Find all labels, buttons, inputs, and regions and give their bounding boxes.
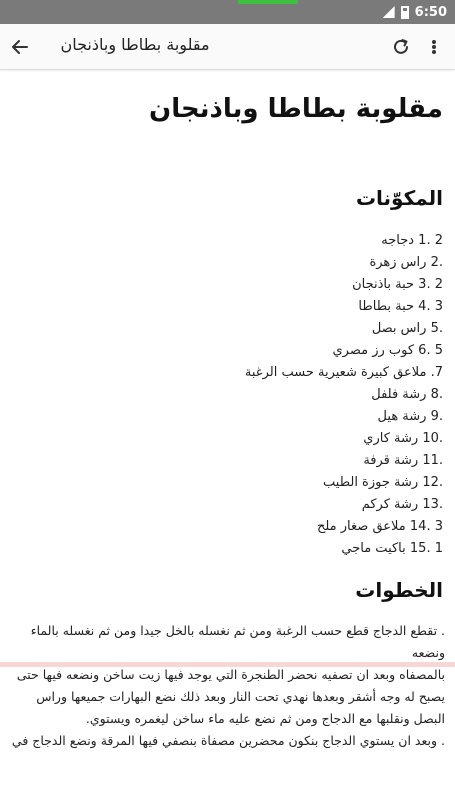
steps-heading: الخطوات [355,578,443,602]
page-title: مقلوبة بطاطا وباذنجان [149,94,443,124]
step-line: يصبح له وجه أشقر وبعدها نهدي تحت النار وبعد ذلك نضع البهارات جميعها وراس [36,689,445,704]
back-button[interactable] [10,37,30,57]
list-item: 2 .1 دجاجه [381,233,443,248]
list-item: 3 .4 حبة بطاطا [358,299,443,314]
app-bar-title: مقلوبة بطاطا وباذنجان [60,35,210,54]
list-item: .2 راس زهرة [369,255,443,270]
list-item: .5 راس بصل [371,321,443,336]
list-item: 1 .15 باكيت ماجي [341,541,443,556]
highlight-line [0,662,455,667]
status-time: 6:50 [414,4,447,20]
ingredients-heading: المكوّنات [355,186,443,210]
reload-button[interactable] [391,37,411,57]
steps-text [5,620,445,752]
list-item: .9 رشة هيل [377,409,443,424]
step-line: بالمصفاه وبعد ان تصفيه نحضر الطنجرة التي يوجد فيها زيت ساخن ونضعه فيها حتى [16,667,445,682]
list-item: .8 رشة فلفل [371,387,443,402]
signal-icon [383,6,395,18]
step-line: . وبعد ان يستوي الدجاج بنكون محضرين مصفاة بنصفي فيها المرقة ونضع الدجاج في [11,733,445,748]
list-item: 3 .14 ملاعق صغار ملح [316,519,443,534]
status-bar [0,0,455,24]
ingredients-list [143,230,443,560]
list-item: 2 .3 حبة باذنجان [352,277,443,292]
more-options-button[interactable] [424,37,444,57]
reload-icon [391,37,411,57]
list-item: .11 رشة قرفة [363,453,443,468]
arrow-left-icon [10,37,30,57]
more-vert-icon [432,40,436,44]
step-line: البصل ونقلبها مع الدجاج ومن ثم نضع عليه ماء ساخن ليغمره ويستوي. [85,711,445,726]
article-content [0,70,455,800]
app-bar [0,24,455,70]
list-item: 7. ملاعق كبيرة شعيرية حسب الرغبة [244,365,443,380]
battery-icon [401,6,409,19]
list-item: .12 رشة جوزة الطيب [323,475,443,490]
step-line: . تقطع الدجاج قطع حسب الرغبة ومن ثم نغسله بالخل جيدا ومن ثم نغسله بالماء ونضعه [30,623,445,660]
list-item: 5 .6 كوب رز مصري [332,343,443,358]
status-notch [238,0,298,4]
list-item: .13 رشة كركم [361,497,443,512]
list-item: .10 رشة كاري [363,431,443,446]
